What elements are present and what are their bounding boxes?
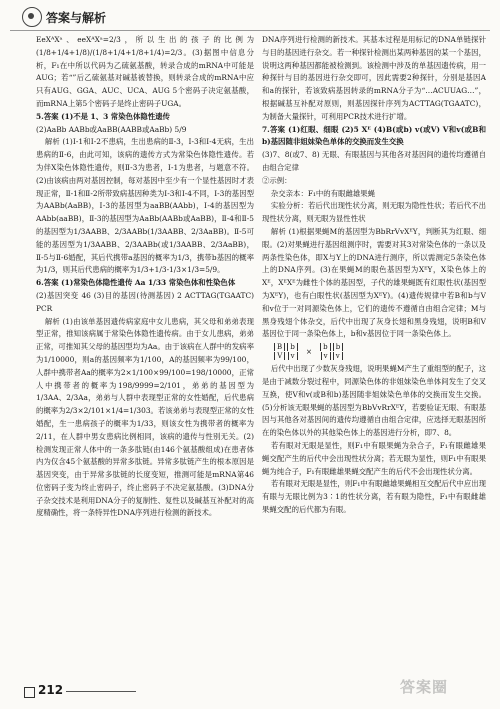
paragraph: (3)7、8(或7、8) 无眼、有眼基因与其他各对基因间的遗传均遵循自由组合定律 [262, 150, 486, 172]
cross-symbol: × [305, 346, 313, 356]
paragraph: 解析 (1)根据果蝇M的基因型为BbRrVvXᴱY，判断其为红眼、细眼。(2)对果蝇进行基因组测序时，需要对其3对常染色体的一条以及两条性染色体，即X与Y上的DNA进行测序，所以需测定5条染色体上的DNA序列。(3)在果蝇M的眼色基因型为XᴱY，X染色体上的Xᴱ，XᴱXᴱ为雌性个体的基因型，子代的雄果蝇既有红眼性状(基因型为XᴱY)，也有白眼性状(基因型为XᴱY)。(4)遗传规律中若B和b与V和v位于一对同源染色体上，它们的遗传不遵循自由组合定律；M与黑身残翅个体杂交，后代中出现了灰身长翅和黑身残翅，说明B和V基因位于同一条染色体上，b和v基因位于同一条染色体上。 [262, 226, 486, 339]
page-header [10, 4, 490, 31]
paragraph: ②示例： [262, 175, 292, 185]
paragraph: 后代中出现了少数灰身残翅，说明果蝇M产生了重组型的配子，这是由于减数分裂过程中，同源染色体的非姐妹染色单体间发生了交叉互换，使V和v(或B和b)基因随非姐妹染色单体的交换而发生交换。(5)分析该无眼果蝇的基因型为BbVvRrXᴱY，若要验证无眼、有眼基因与其他各对基因间的遗传均遵循自由组合定律，应选择无眼基因所在的染色体以外的其他染色体上的基因进行分析，即7、8。 [262, 364, 486, 438]
paragraph: 若有眼对无眼是显性，则F₁中有眼果蝇为杂合子，F₁有眼雌雄果蝇交配产生的后代中会出现性状分离；若无眼为显性，则F₁中有眼果蝇为纯合子，F₁有眼雌雄果蝇交配产生的后代不会出现性状分离。 [262, 440, 486, 476]
answer-heading: 6.答案 (1)常染色体隐性遗传 Aa 1/33 常染色体和性染色体 [36, 278, 236, 288]
watermark: 答案圈 [400, 678, 449, 696]
page-title: 答案与解析 [46, 11, 107, 25]
genotype-pair: b b v v [320, 343, 343, 361]
genotype-pair: B b V v [274, 343, 298, 361]
chromosome-diagram [274, 343, 486, 361]
paragraph: DNA序列进行检测的新技术。其基本过程是用标记的DNA单链探针与目的基因进行杂交。若一种探针检测出某两种基因的某一个基因，说明这两种基因都能被检测到。该检测中涉及的单基因遗传病，用一种探针与目的基因进行杂交即可，因此需要2种探针，分别是基因A和a的探针，若该致病基因转录的mRNA分子为“…ACUUAG…”，根据碱基互补配对原则，则基因探针序列为ACTTAG(TGAATC)，为制备大量探针，可利用PCR技术进行扩增。 [262, 35, 486, 121]
answer-heading: 7.答案 (1)红眼、细眼 (2)5 Xᴱ (4)B(或b) v(或V) V和v(或B和b)基因随非姐妹染色单体的交换而发生交换 [262, 124, 486, 147]
left-column [36, 34, 254, 674]
square-icon [24, 687, 35, 698]
answer-heading: 5.答案 (1)不是 1、3 常染色体隐性遗传 [36, 111, 170, 121]
paragraph: 解析 (1)由该单基因遗传病家庭中女儿患病，其父母和弟弟表现型正常，推知该病属于常染色体隐性遗传病。由于女儿患病，弟弟正常，可推知其父母的基因型均为Aa。由于该病在人群中的发病率为1/10000，则a的基因频率为1/100，A的基因频率为99/100，人群中携带者Aa的概率为2×1/100×99/100=198/10000，正常人中携带者的概率为198/9999=2/101，弟弟的基因型为1/3AA、2/3Aa，弟弟与人群中表现型正常的女性婚配，后代患病的概率为2/3×2/101×1/4=1/303。若该弟弟与表现型正常的女性婚配，生一患病孩子的概率为1/33，则该女性为携带者的概率为2/11，在人群中男女患病比例相同，该病的遗传与性别无关。(2)检测发现正常人体中的一条多肽链(由146个氨基酸组成)在患者体内为仅含45个氨基酸的异常多肽链。异常多肽链产生的根本原因是基因突变，由于异常多肽链的长度变短，推测可能是mRNA第46位密码子变为终止密码子，终止密码子不决定氨基酸。(3)DNA分子杂交技术是利用DNA分子的复制性、复性以及碱基互补配对的高度精确性，将一条特异性DNA序列进行检测的新技术。 [36, 316, 254, 518]
paragraph: 解析 (1)Ⅰ-1和Ⅰ-2不患病，生出患病的Ⅱ-3，Ⅰ-3和Ⅰ-4无病，生出患病的Ⅱ-6，由此可知，该病的遗传方式为常染色体隐性遗传。若为伴X染色体隐性遗传，则Ⅱ-3为患者，Ⅰ-1为患者，与题意不符。(2)由该病由两对基因控制，每对基因中至少有一个显性基因时才表现正常，Ⅱ-1和Ⅱ-2所带致病基因种类为Ⅰ-3和Ⅰ-4不同，Ⅰ-3的基因型为AABb(AaBB)，Ⅰ-3的基因型为aaBB(AAbb)，Ⅰ-4的基因型为AAbb(aaBB)，Ⅱ-3的基因型为AaBb(AABb或AaBB)，Ⅱ-4和Ⅱ-5的基因型为1/3AABB、2/3AABb(1/3AABB、2/3AaBB)。Ⅱ-5可能的基因型为1/3AABB、2/3AABb(或1/3AABB、2/3AaBB)，Ⅱ-5与Ⅱ-6婚配，其后代携带a基因的概率为1/3，携带b基因的概率为1/3，则其后代患病的概率为1/3+1/3-1/3×1/3=5/9。 [36, 137, 254, 275]
paragraph: 杂交亲本：F₁中的有眼雌雄果蝇 [270, 188, 376, 198]
logo-icon [22, 7, 42, 27]
right-column [262, 34, 486, 674]
paragraph: EeXᴬXᵃ、eeXᴬXᵃ=2/3，所以生出的孩子的比例为(1/8+1/4+1/8)/(1/8+1/4+1/8+1/4)=2/3。(3)据图中信息分析，F₁在中所以代码为乙硫氨基酸，转录合成的mRNA中可能是AUG；若“”后乙硫氨基对碱基被替换，则转录合成的mRNA中应只有AUG、GGA、AUC、UCA、AUG 5个密码子决定氨基酸，而mRNA上第5个密码子是终止密码子UGA。 [36, 35, 254, 108]
paragraph: (2)基因突变 46 (3)目的基因(待测基因) 2 ACTTAG(TGAATC) PCR [36, 290, 254, 313]
paragraph: (2)AaBb AABb或AaBB(AABB或AaBb) 5/9 [36, 124, 187, 134]
page-number: 212 [38, 683, 64, 697]
paragraph: 若有眼对无眼是显性，则F₁中有眼雌雄果蝇相互交配后代中应出现有眼与无眼比例为3∶1的性状分离，若有眼为隐性，F₁中有眼雌雄果蝇交配的后代都为有眼。 [262, 479, 486, 514]
paragraph: 实验分析：若后代出现性状分离，则无眼为隐性性状；若后代不出现性状分离，则无眼为显性性状 [262, 201, 486, 224]
divider [66, 691, 136, 692]
